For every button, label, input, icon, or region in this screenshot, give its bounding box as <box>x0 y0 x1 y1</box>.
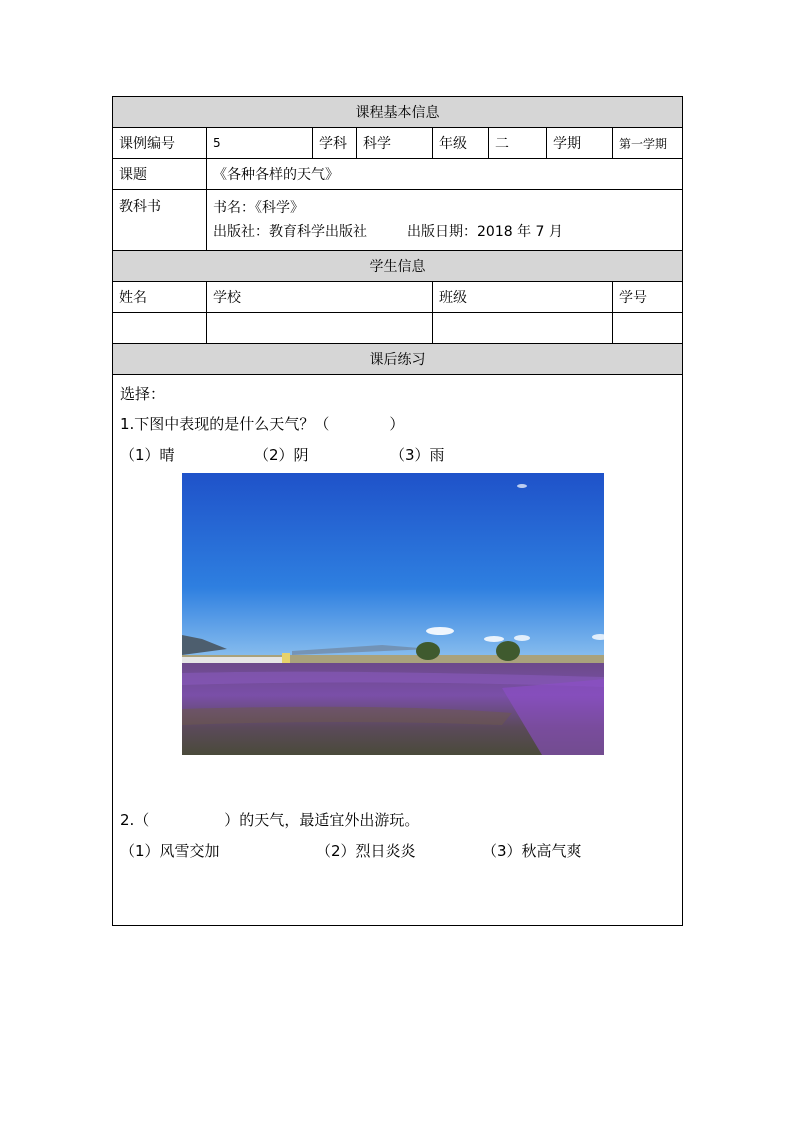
question-2: 2.（ ）的天气，最适宜外出游玩。 <box>120 811 420 829</box>
topic-value: 《各种各样的天气》 <box>207 159 683 190</box>
q2-option-3[interactable]: （3）秋高气爽 <box>482 842 582 860</box>
textbook-label: 教科书 <box>113 190 207 251</box>
q1-option-1[interactable]: （1）晴 <box>120 446 175 464</box>
question-1: 1.下图中表现的是什么天气？（ ） <box>120 415 405 433</box>
topic-label: 课题 <box>113 159 207 190</box>
name-label: 姓名 <box>113 282 207 313</box>
worksheet-table <box>112 96 683 926</box>
sunny-landscape-image <box>182 473 604 755</box>
publish-date: 出版日期：2018 年 7 月 <box>407 224 563 240</box>
term-label: 学期 <box>547 128 613 159</box>
q1-option-2[interactable]: （2）阴 <box>254 446 309 464</box>
exercise-header: 课后练习 <box>113 344 683 375</box>
textbook-info <box>207 190 683 251</box>
q2-option-2[interactable]: （2）烈日炎炎 <box>316 842 416 860</box>
grade-label: 年级 <box>433 128 489 159</box>
class-label: 班级 <box>433 282 613 313</box>
term-value: 第一学期 <box>613 128 683 159</box>
case-number-value: 5 <box>207 128 313 159</box>
q1-option-3[interactable]: （3）雨 <box>390 446 445 464</box>
q2-option-1[interactable]: （1）风雪交加 <box>120 842 220 860</box>
class-field[interactable] <box>433 313 613 344</box>
lavender-field-photo <box>182 473 604 755</box>
subject-value: 科学 <box>357 128 433 159</box>
student-id-label: 学号 <box>613 282 683 313</box>
exercise-intro: 选择： <box>120 385 166 403</box>
publisher: 出版社：教育科学出版社 <box>213 224 367 240</box>
grade-value: 二 <box>489 128 547 159</box>
subject-label: 学科 <box>313 128 357 159</box>
student-info-header: 学生信息 <box>113 251 683 282</box>
book-name: 书名：《科学》 <box>213 200 304 216</box>
school-field[interactable] <box>207 313 433 344</box>
exercise-area <box>113 375 683 926</box>
course-info-header: 课程基本信息 <box>113 97 683 128</box>
publisher-line <box>213 220 676 244</box>
lesson-worksheet <box>112 96 682 926</box>
school-label: 学校 <box>207 282 433 313</box>
student-id-field[interactable] <box>613 313 683 344</box>
case-number-label: 课例编号 <box>113 128 207 159</box>
name-field[interactable] <box>113 313 207 344</box>
